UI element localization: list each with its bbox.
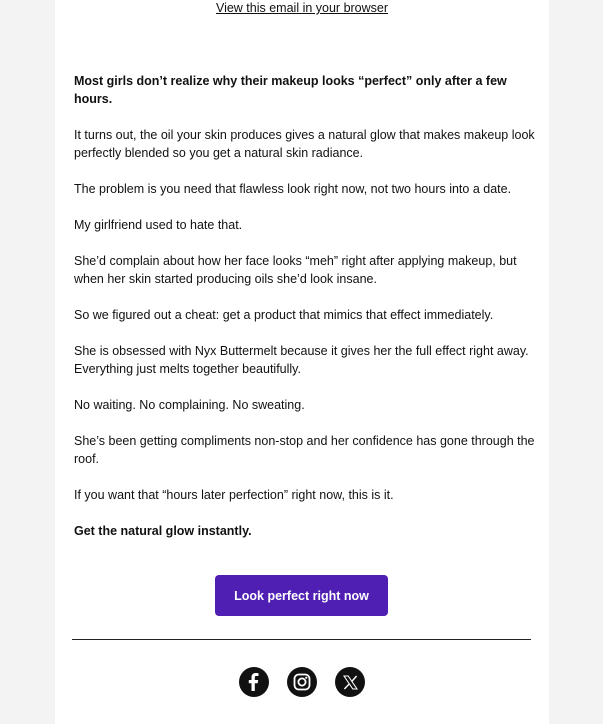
body-paragraph: She’s been getting compliments non-stop and her confidence has gone through the roof. xyxy=(74,434,535,466)
facebook-icon[interactable] xyxy=(239,667,269,697)
x-icon[interactable] xyxy=(335,667,365,697)
closing-paragraph: Get the natural glow instantly. xyxy=(74,524,252,538)
instagram-icon[interactable] xyxy=(287,667,317,697)
look-perfect-button[interactable]: Look perfect right now xyxy=(215,575,388,616)
email-body xyxy=(74,72,536,558)
view-in-browser-link[interactable]: View this email in your browser xyxy=(215,1,389,15)
body-paragraph: It turns out, the oil your skin produces gives a natural glow that makes makeup look perfectly blended so you get a natural skin radiance. xyxy=(74,128,535,160)
body-paragraph: No waiting. No complaining. No sweating. xyxy=(74,398,305,412)
body-paragraph: So we figured out a cheat: get a product that mimics that effect immediately. xyxy=(74,308,494,322)
body-paragraph: If you want that “hours later perfection” right now, this is it. xyxy=(74,488,394,502)
body-paragraph: The problem is you need that flawless look right now, not two hours into a date. xyxy=(74,182,512,196)
body-paragraph: She’d complain about how her face looks “meh” right after applying makeup, but when her skin started producing oils she’d look insane. xyxy=(74,254,517,286)
body-paragraph: My girlfriend used to hate that. xyxy=(74,218,243,232)
footer-divider xyxy=(72,639,531,640)
headline-paragraph: Most girls don’t realize why their makeup looks “perfect” only after a few hours. xyxy=(74,74,507,106)
email-card xyxy=(55,0,549,724)
social-links xyxy=(239,667,365,697)
body-paragraph: She is obsessed with Nyx Buttermelt because it gives her the full effect right away. Everything just melts together beautifully. xyxy=(74,344,529,376)
